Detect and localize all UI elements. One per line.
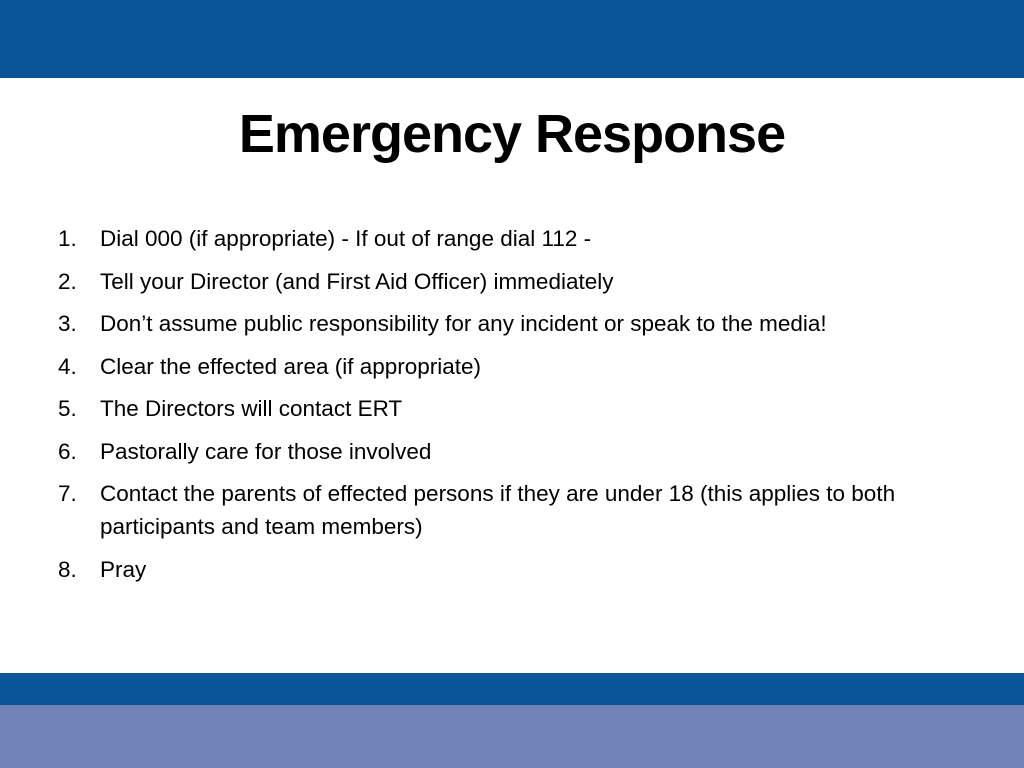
list-item — [58, 265, 978, 298]
step-text: Dial 000 (if appropriate) - If out of range dial 112 - — [100, 226, 592, 251]
step-number: 8. — [58, 556, 77, 582]
bottom-banner-dark — [0, 673, 1024, 705]
step-text: Contact the parents of effected persons if they are under 18 (this applies to both participants and team members) — [100, 481, 896, 539]
bottom-banner-light — [0, 705, 1024, 768]
step-number: 5. — [58, 396, 77, 421]
slide-title: Emergency Response — [238, 104, 786, 164]
step-number: 4. — [58, 353, 77, 379]
step-number: 3. — [58, 311, 77, 336]
list-item — [58, 553, 978, 586]
step-text: The Directors will contact ERT — [100, 396, 403, 421]
step-number: 2. — [58, 268, 77, 294]
step-text: Don’t assume public responsibility for any incident or speak to the media! — [100, 311, 827, 336]
step-text: Pray — [100, 556, 147, 582]
step-number: 1. — [58, 226, 77, 251]
step-number: 6. — [58, 438, 77, 464]
step-text: Tell your Director (and First Aid Officer) immediately — [100, 268, 614, 294]
list-item — [58, 307, 978, 340]
list-item — [58, 392, 978, 425]
list-item — [58, 222, 978, 255]
step-number: 7. — [58, 481, 77, 506]
list-item — [58, 477, 978, 543]
list-item — [58, 350, 978, 383]
step-text: Pastorally care for those involved — [100, 438, 432, 464]
list-item — [58, 435, 978, 468]
step-text: Clear the effected area (if appropriate) — [100, 353, 482, 379]
steps-list — [58, 222, 978, 595]
top-banner — [0, 0, 1024, 78]
